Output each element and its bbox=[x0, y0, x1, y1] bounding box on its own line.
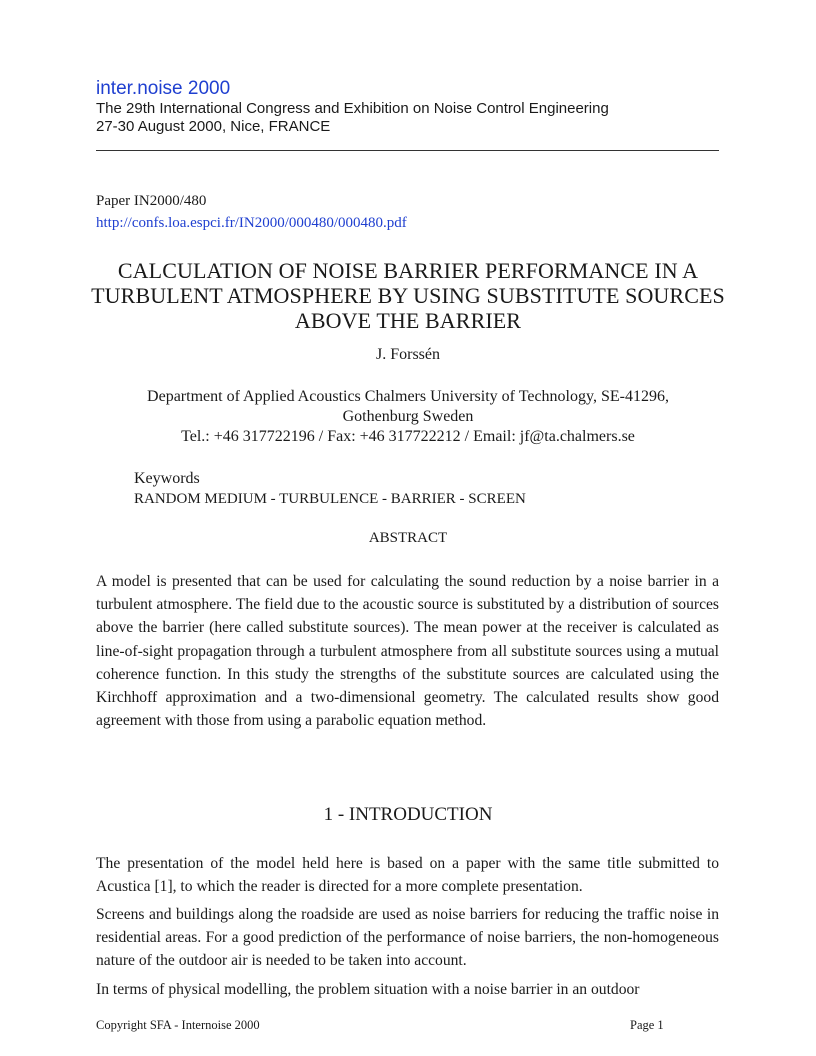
paper-url-link[interactable]: http://confs.loa.espci.fr/IN2000/000480/000480.pdf bbox=[96, 215, 407, 231]
intro-paragraph: In terms of physical modelling, the problem situation with a noise barrier in an outdoor bbox=[96, 981, 640, 998]
affiliation-block bbox=[110, 387, 706, 447]
author-name: J. Forssén bbox=[375, 346, 440, 363]
congress-title: The 29th International Congress and Exhibition on Noise Control Engineering bbox=[96, 100, 609, 117]
footer-page-number: Page 1 bbox=[630, 1018, 664, 1032]
introduction-heading: 1 - INTRODUCTION bbox=[323, 804, 493, 825]
abstract-text: A model is presented that can be used for calculating the sound reduction by a noise barrier in a turbulent atmosphere. The field due to the acoustic source is substituted by a distribution of sources above the barrier (here called substitute sources). The mean power at the receiver is calculated as line-of-sight propagation through a turbulent atmosphere from all substitute sources using a mutual coherence function. In this study the strengths of the substitute sources are calculated using the Kirchhoff approximation and a two-dimensional geometry. The calculated results show good agreement with those from using a parabolic equation method. bbox=[96, 573, 719, 730]
affiliation-city: Gothenburg Sweden bbox=[342, 408, 474, 425]
conference-dates: 27-30 August 2000, Nice, FRANCE bbox=[96, 118, 331, 135]
paper-title: CALCULATION OF NOISE BARRIER PERFORMANCE IN A TURBULENT ATMOSPHERE BY USING SUBSTITUTE SOURCES ABOVE THE BARRIER bbox=[91, 258, 725, 333]
keywords-list: RANDOM MEDIUM - TURBULENCE - BARRIER - SCREEN bbox=[134, 491, 526, 507]
affiliation-line: Department of Applied Acoustics Chalmers University of Technology, SE-41296, bbox=[147, 388, 669, 405]
intro-paragraph: Screens and buildings along the roadside are used as noise barriers for reducing the traffic noise in residential areas. For a good prediction of the performance of noise barriers, the non-homogeneous nature of the outdoor air is needed to be taken into account. bbox=[96, 906, 719, 970]
paper-id: Paper IN2000/480 bbox=[96, 193, 207, 209]
abstract-heading: ABSTRACT bbox=[368, 530, 448, 546]
keywords-heading: Keywords bbox=[134, 470, 200, 487]
conference-name: inter.noise 2000 bbox=[96, 78, 231, 99]
contact-info: Tel.: +46 317722196 / Fax: +46 317722212 / Email: jf@ta.chalmers.se bbox=[181, 428, 635, 445]
intro-paragraph: The presentation of the model held here is based on a paper with the same title submitted to Acustica [1], to which the reader is directed for a more complete presentation. bbox=[96, 855, 719, 896]
header-divider bbox=[96, 150, 719, 151]
footer-copyright: Copyright SFA - Internoise 2000 bbox=[96, 1018, 260, 1032]
